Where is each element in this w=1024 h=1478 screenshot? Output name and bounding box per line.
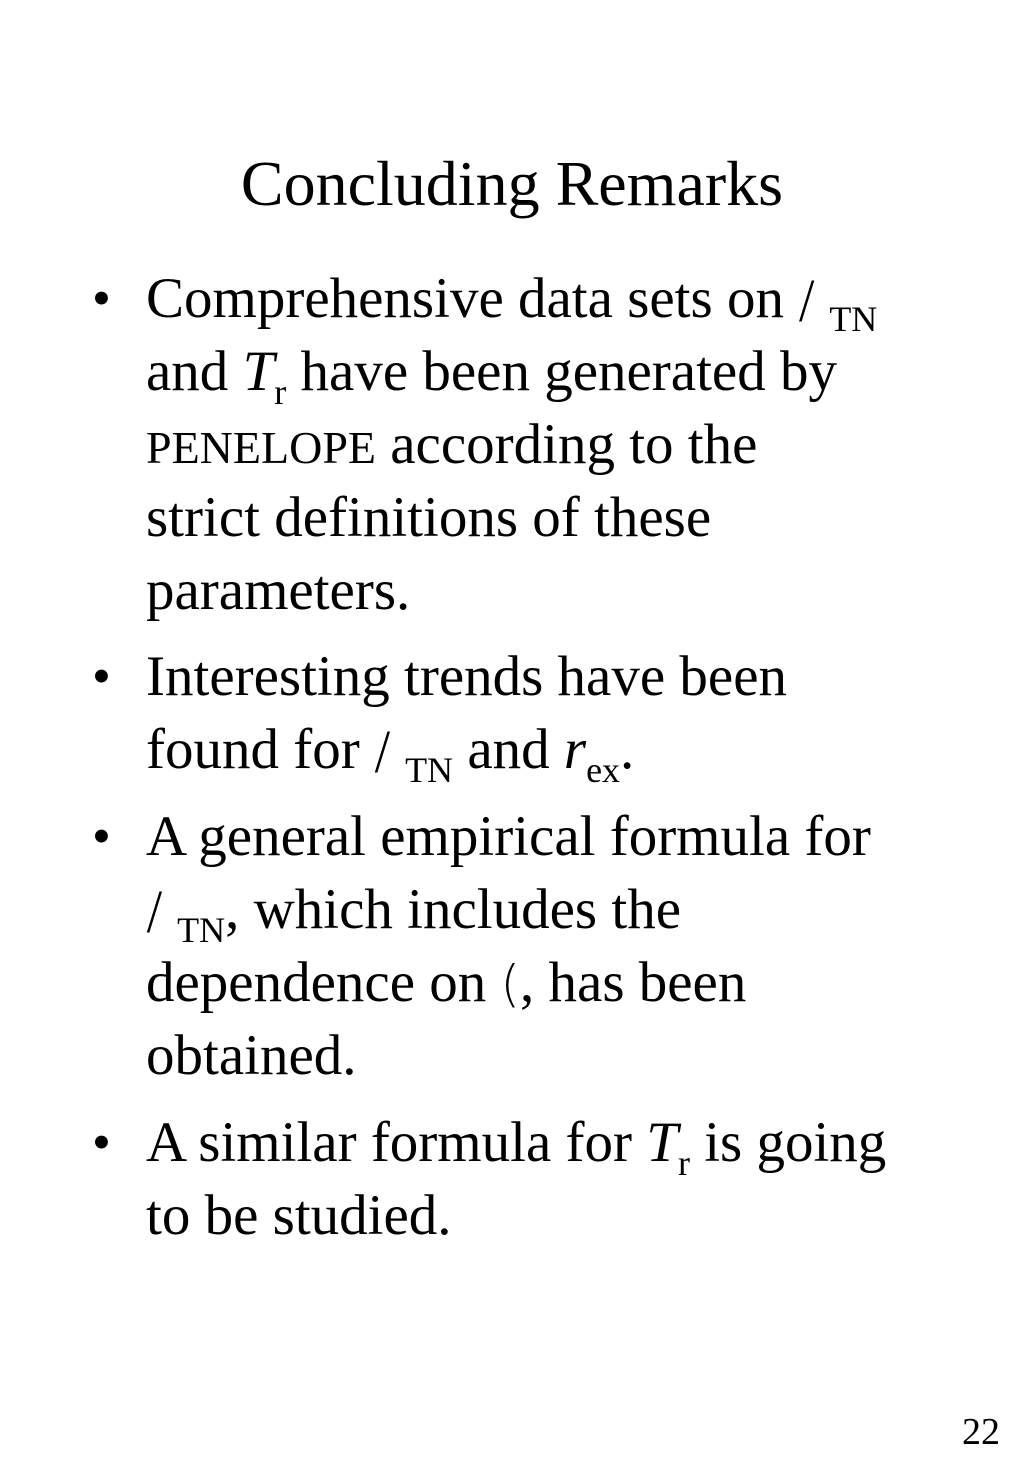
variable: r (563, 718, 587, 781)
text-line: strict definitions of these (146, 486, 712, 549)
subscript: r (677, 1143, 690, 1183)
text-line: parameters. (146, 559, 411, 622)
subscript: TN (177, 910, 226, 950)
bullet-dot: • (92, 1112, 111, 1172)
symbol-glyph: / (373, 722, 391, 780)
text-line: / $_{TN}$, which includes the (146, 878, 681, 950)
text-line: dependence on (, has been (146, 951, 747, 1014)
text-line: found for / $_{TN}$ and $r_{ex}$. (146, 718, 635, 790)
page-number: 22 (962, 1411, 1000, 1453)
bullet-text (146, 262, 976, 627)
bullet-dot: • (92, 646, 111, 706)
text-line: A similar formula for $T_r$ is going (146, 1111, 887, 1183)
symbol-glyph: ( (500, 955, 521, 1013)
variable: T (242, 340, 275, 403)
text-line: Interesting trends have been (146, 645, 787, 708)
bullet-text (146, 1106, 976, 1252)
program-name: PENELOPE (146, 422, 376, 473)
text-line: Comprehensive data sets on / $_{TN}$ (146, 267, 878, 339)
variable: T (646, 1111, 678, 1174)
subscript: ex (586, 750, 621, 790)
slide-title: Concluding Remarks (240, 148, 784, 219)
bullet-text (146, 800, 976, 1092)
text-line: and $T_r$ have been generated by (146, 340, 837, 412)
bullet-text (146, 640, 976, 790)
text-line: PENELOPE according to the (146, 413, 758, 476)
symbol-glyph: / (146, 882, 163, 940)
subscript: r (274, 372, 287, 412)
bullet-dot: • (92, 268, 111, 328)
subscript: TN (829, 299, 878, 339)
subscript: TN (405, 750, 454, 790)
symbol-glyph: / (798, 271, 816, 329)
text-line: to be studied. (146, 1184, 452, 1247)
text-line: obtained. (146, 1024, 357, 1087)
bullet-dot: • (92, 806, 111, 866)
text-line: A general empirical formula for (146, 805, 871, 868)
